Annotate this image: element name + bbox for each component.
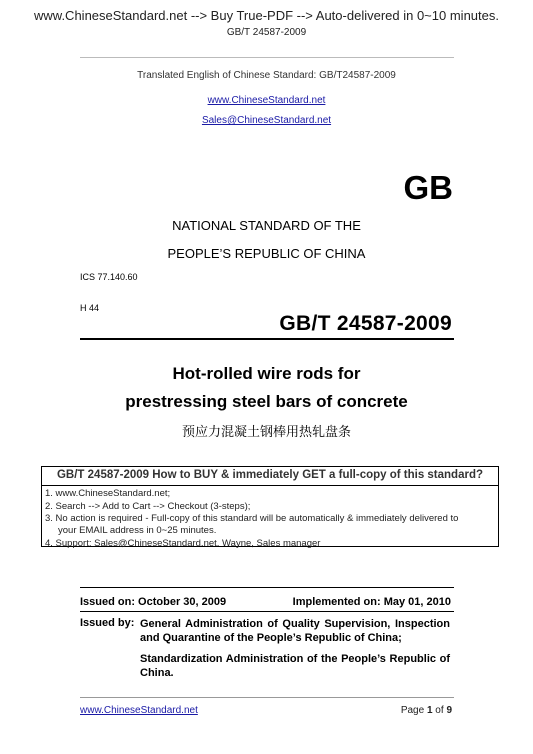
list-item: 3. No action is required - Full-copy of this standard will be automatically & immediately delivered to xyxy=(45,513,459,524)
purchase-info-box xyxy=(41,466,499,547)
email-link[interactable]: Sales@ChineseStandard.net xyxy=(201,115,332,126)
header-standard-number: GB/T 24587-2009 xyxy=(226,27,307,38)
divider xyxy=(80,338,454,340)
issuer-org-1: General Administration of Quality Supervision, Inspection and Quarantine of the People’s Republic of China; xyxy=(140,618,450,644)
issued-by-label: Issued by: xyxy=(80,617,135,629)
list-item: 4. Support: Sales@ChineseStandard.net. Wayne, Sales manager xyxy=(45,538,321,549)
gb-mark: GB xyxy=(403,169,453,206)
purchase-box-heading: GB/T 24587-2009 How to BUY & immediately GET a full-copy of this standard? xyxy=(56,469,484,481)
title-line1: Hot-rolled wire rods for xyxy=(172,364,361,383)
issuer-org-2: Standardization Administration of the People’s Republic of China. xyxy=(140,653,450,679)
national-standard-line1: NATIONAL STANDARD OF THE xyxy=(172,218,361,233)
website-link[interactable]: www.ChineseStandard.net xyxy=(207,95,326,106)
issued-on-date: Issued on: October 30, 2009 xyxy=(80,596,227,608)
ics-code: ICS 77.140.60 xyxy=(80,272,138,282)
divider xyxy=(80,57,454,58)
national-standard-line2: PEOPLE’S REPUBLIC OF CHINA xyxy=(167,246,366,261)
divider xyxy=(80,587,454,588)
list-item: your EMAIL address in 0~25 minutes. xyxy=(58,525,217,536)
list-item: 2. Search --> Add to Cart --> Checkout (3-steps); xyxy=(45,501,251,512)
h-code: H 44 xyxy=(80,303,100,313)
list-item: 1. www.ChineseStandard.net; xyxy=(45,488,171,499)
title-chinese: 预应力混凝土钢棒用热轧盘条 xyxy=(181,425,351,440)
divider xyxy=(80,611,454,612)
implemented-on-date: Implemented on: May 01, 2010 xyxy=(292,596,451,608)
standard-number: GB/T 24587-2009 xyxy=(279,312,452,335)
divider xyxy=(80,697,454,698)
title-line2: prestressing steel bars of concrete xyxy=(125,392,408,411)
page-number: Page 1 of 9 xyxy=(400,705,452,716)
footer-website-link[interactable]: www.ChineseStandard.net xyxy=(80,705,198,716)
divider xyxy=(42,485,498,486)
translated-note: Translated English of Chinese Standard: GB/T24587-2009 xyxy=(137,70,396,81)
header-promo-line: www.ChineseStandard.net --> Buy True-PDF --> Auto-delivered in 0~10 minutes. xyxy=(34,8,499,23)
